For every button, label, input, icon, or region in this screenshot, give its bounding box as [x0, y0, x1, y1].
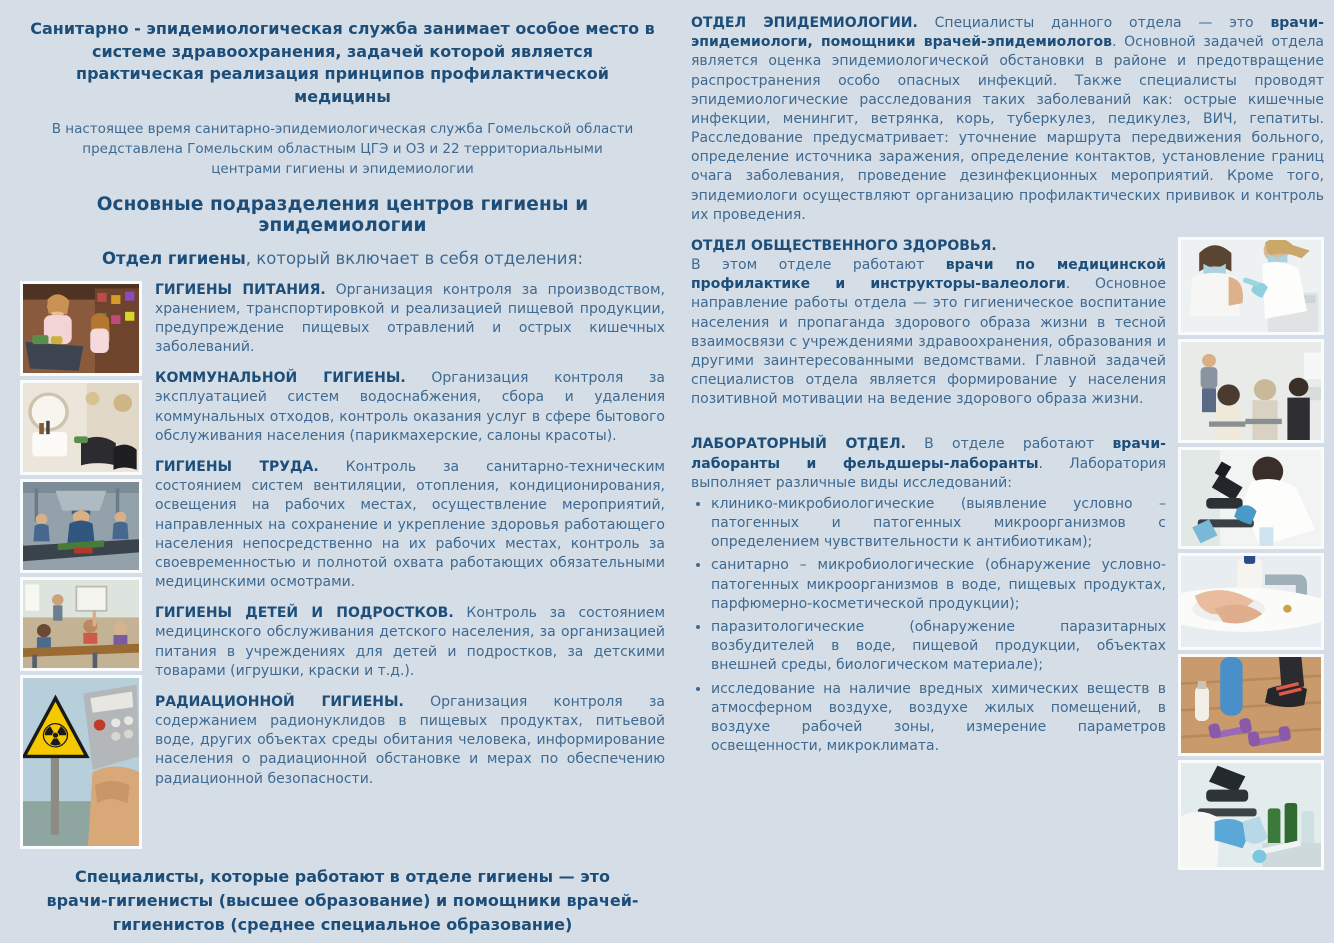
section-spacer: [691, 421, 1166, 435]
section-public-health: В этом отделе работают врачи по медицинской профилактике и инструкторы-валеологи. Основное направление работы отдела — это гигиеническое воспитание населения и пропаганда здорового образа жизни в тесной взаимосвязи с учреждениями здравоохранения, образования и другими заинтересованными ведомствами. Главной задачей специалистов отдела является формирование у населения позитивной мотивации на ведение здорового образа жизни.: [691, 257, 1166, 408]
department-subheading: [20, 249, 665, 268]
intro-statement: Санитарно - эпидемиологическая служба занимает особое место в системе здравоохранения, задачей которой является практическая реализация принципов профилактической медицины: [30, 19, 655, 107]
section-communal-hygiene: КОММУНАЛЬНОЙ ГИГИЕНЫ. Организация контроля за эксплуатацией систем водоснабжения, сбора и удаления коммунальных отходов, контроль оказания услуг в сфере бытового обслуживания населения (парикмахерские, салоны красоты).: [155, 370, 665, 444]
photo-chemistry-lab: [1178, 760, 1324, 870]
right-text-column: [691, 237, 1166, 760]
right-body-row: [691, 237, 1324, 870]
photo-beauty-salon: [20, 380, 142, 475]
laboratory-research-item: • санитарно – микробиологические (обнаружение условно-патогенных микроорганизмов в воде, пищевых продуктах, парфюмерно-косметической продукции);: [711, 556, 1166, 614]
left-column: [20, 14, 665, 943]
left-body-row: [20, 281, 665, 849]
right-column: [691, 14, 1324, 943]
department-name: Отдел гигиены: [101, 248, 246, 268]
main-heading: Основные подразделения центров гигиены и эпидемиологии: [96, 193, 589, 236]
intro-note: В настоящее время санитарно-эпидемиологическая служба Гомельской области представлена Гомельским областным ЦГЭ и ОЗ и 22 территориальными центрами гигиены и эпидемиологии: [51, 120, 634, 178]
section-occupational-hygiene: ГИГИЕНЫ ТРУДА. Контроль за санитарно-техническим состоянием систем вентиляции, отопления, кондиционирования, освещения на рабочих местах, осуществление мероприятий, направленных на сохранение и укрепление здоровья работающего населения непосредственно на их рабочих местах, контроль за своевременностью и полнотой охвата работающих обязательными медицинскими осмотрами.: [155, 459, 665, 591]
section-children-hygiene: ГИГИЕНЫ ДЕТЕЙ И ПОДРОСТКОВ. Контроль за состоянием медицинского обслуживания детского населения, за организацией питания в учреждениях для детей и подростков, за детскими товарами (игрушки, краски и т.д.).: [155, 605, 666, 679]
laboratory-research-list: [691, 495, 1166, 756]
hygiene-sections: [155, 281, 665, 801]
hygiene-specialists-note: Специалисты, которые работают в отделе гигиены — это врачи-гигиенисты (высшее образование) и помощники врачей-гигиенистов (среднее специальное образование): [46, 866, 639, 934]
factory-workers-illustration: [23, 482, 139, 570]
laboratory-research-item: • паразитологические (обнаружение паразитарных возбудителей в воде, пищевой продукции, объектах внешней среды, биологическом материале);: [711, 618, 1166, 676]
photo-grocery-store: [20, 281, 142, 376]
department-subheading-rest: , который включает в себя отделения:: [245, 248, 584, 268]
fitness-equipment-illustration: [1181, 657, 1321, 753]
section-epidemiology: ОТДЕЛ ЭПИДЕМИОЛОГИИ. Специалисты данного отдела — это врачи-эпидемиологи, помощники врачей-эпидемиологов. Основной задачей отдела является оценка эпидемиологической обстановки в районе и предотвращение распространения особо опасных инфекций. Также специалисты проводят эпидемиологические расследования таких заболеваний как: острые кишечные инфекции, менингит, ветрянка, корь, туберкулез, педикулез, ВИЧ, гепатиты. Расследование предусматривает: уточнение маршрута передвижения больного, определение источника заражения, определение контактов, установление границ очага заболевания, проведение дезинфекционных мероприятий. Кроме того, эпидемиологи осуществляют организацию профилактических прививок и контроль их проведения.: [691, 15, 1324, 223]
beauty-salon-illustration: [23, 383, 139, 472]
svg-text:☢: ☢: [39, 716, 72, 756]
laboratory-research-item: • клинико-микробиологические (выявление условно – патогенных и патогенных микроорганизмов с определением чувствительности к антибиотикам);: [711, 495, 1166, 553]
photo-hand-washing: [1178, 553, 1324, 650]
vaccination-illustration: [1181, 240, 1321, 332]
section-radiation-hygiene: РАДИАЦИОННОЙ ГИГИЕНЫ. Организация контроля за содержанием радионуклидов в пищевых продуктах, питьевой воде, других объектах среды обитания человека, информирование населения о радиационной обстановке и мерах по обеспечению радиационной безопасности.: [155, 693, 666, 787]
dosimeter-device: [83, 684, 139, 769]
photo-classroom: [20, 577, 142, 671]
classroom-illustration: [23, 580, 139, 668]
chemistry-lab-illustration: [1181, 763, 1321, 867]
section-laboratory: ЛАБОРАТОРНЫЙ ОТДЕЛ. В отделе работают врачи-лаборанты и фельдшеры-лаборанты. Лаборатория выполняет различные виды исследований:: [691, 436, 1166, 491]
photo-factory-workers: [20, 479, 142, 573]
microscope-lab-illustration: [1181, 450, 1321, 546]
section-food-hygiene: ГИГИЕНЫ ПИТАНИЯ. Организация контроля за производством, хранением, транспортировкой и реализацией пищевой продукции, предупреждение пищевых отравлений и острых кишечных заболеваний.: [155, 281, 665, 356]
photo-health-lecture: [1178, 339, 1324, 443]
radiation-dosimeter-illustration: [23, 678, 139, 846]
hand-washing-illustration: [1181, 556, 1321, 647]
public-health-title: ОТДЕЛ ОБЩЕСТВЕННОГО ЗДОРОВЬЯ.: [691, 237, 997, 254]
right-photo-strip: [1178, 237, 1324, 870]
left-photo-strip: [20, 281, 142, 849]
photo-radiation-dosimeter: [20, 675, 142, 849]
photo-vaccination: [1178, 237, 1324, 335]
photo-microscope-lab: [1178, 447, 1324, 549]
grocery-store-illustration: [23, 284, 139, 373]
health-lecture-illustration: [1181, 342, 1321, 440]
laboratory-research-item: • исследование на наличие вредных химических веществ в атмосферном воздухе, воздухе жилых помещений, в воздухе рабочей зоны, измерение параметров освещенности, микроклимата.: [711, 680, 1166, 757]
photo-fitness-equipment: [1178, 654, 1324, 756]
